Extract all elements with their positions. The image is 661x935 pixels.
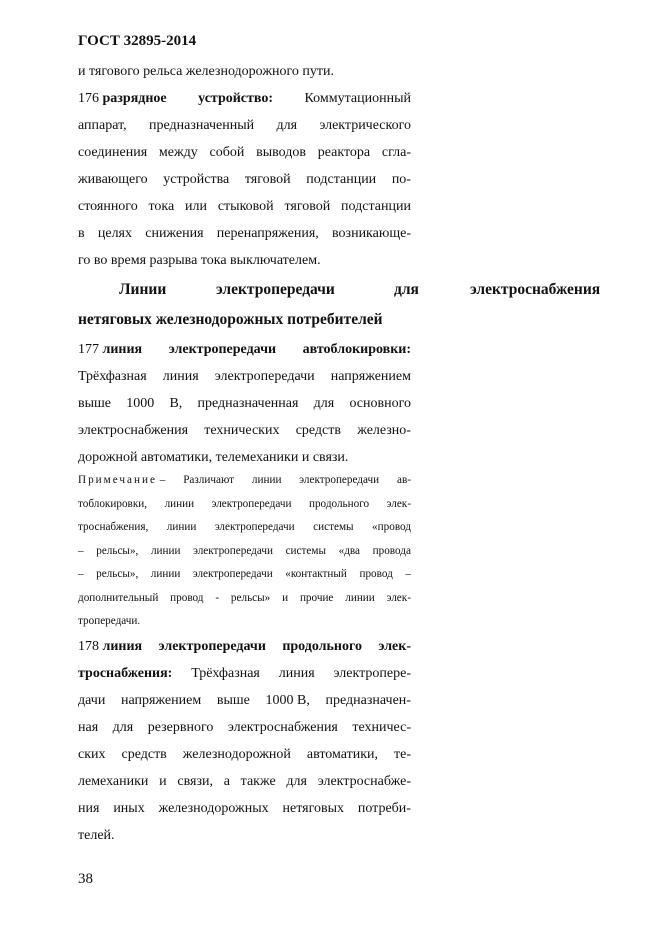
term-177-entry <box>78 340 411 465</box>
term-178-last-line: телей. <box>78 828 115 843</box>
note-177-line-4: – рельсы», линии электропередачи системы «два провода <box>78 544 411 557</box>
section-heading-word-1: Линии <box>119 281 167 298</box>
section-heading-word-2: электропередачи <box>216 281 335 298</box>
term-176-line-5: стоянного тока или стыковой тяговой подстанции <box>78 199 411 214</box>
term-177-line-3: выше 1000 В, предназначенная для основного <box>78 396 411 411</box>
term-176-line-1 <box>78 89 411 109</box>
term-176-entry <box>78 62 411 272</box>
document-title: ГОСТ 32895-2014 <box>78 33 197 49</box>
term-178-line-3: дачи напряжением выше 1000 В, предназначен- <box>78 693 411 708</box>
term-177-line-2: Трёхфазная линия электропередачи напряжением <box>78 369 411 384</box>
term-177-number-and-term: 177 линия <box>78 342 143 357</box>
term-178-line-4: ная для резервного электроснабжения техничес- <box>78 720 411 735</box>
note-177-line-6: дополнительный провод - рельсы» и прочие линии элек- <box>78 591 411 604</box>
term-178-entry <box>78 637 411 847</box>
term-176-line-6: в целях снижения перенапряжения, возникающе- <box>78 226 411 241</box>
term-176-line-1-tail: Коммутационный <box>304 91 411 106</box>
term-178-line-5: ских средств железнодорожной автоматики, те- <box>78 747 411 762</box>
term-176-line-2: аппарат, предназначенный для электрического <box>78 118 411 133</box>
term-178-line-7: ния иных железнодорожных нетяговых потреби- <box>78 801 411 816</box>
note-177-line-2: тоблокировки, линии электропередачи продольного элек- <box>78 497 411 510</box>
section-heading-word-4: электроснабжения <box>470 281 601 298</box>
term-177-line-1: 177 линия электропередачи автоблокировки: <box>78 340 411 360</box>
note-177 <box>78 471 411 627</box>
term-177-last-line: дорожной автоматики, телемеханики и связи. <box>78 450 349 465</box>
term-176-number-and-term: 176 разрядное <box>78 91 167 106</box>
term-176-line-4: живающего устройства тяговой подстанции по- <box>78 172 411 187</box>
note-177-line-5: – рельсы», линии электропередачи «контактный провод – <box>78 568 411 580</box>
term-177-line-4: электроснабжения технических средств железно- <box>78 423 411 438</box>
note-177-line-3: троснабжения, линии электропередачи системы «провод <box>78 521 411 533</box>
page-number: 38 <box>78 871 93 887</box>
term-176-term-b: устройство: <box>198 91 274 106</box>
note-177-last-line: тропередачи. <box>78 615 141 627</box>
note-label: Примечание <box>78 474 157 486</box>
term-178-line-2: троснабжения: Трёхфазная линия электропере- <box>78 666 411 681</box>
continuation-line: и тягового рельса железнодорожного пути. <box>78 64 334 79</box>
section-heading-line-2: нетяговых железнодорожных потребителей <box>78 311 383 328</box>
term-176-last-line: го во время разрыва тока выключателем. <box>78 253 321 268</box>
note-177-line-1: Примечание – Различают линии электропередачи ав- <box>78 474 411 486</box>
term-178-number-and-term: 178 линия <box>78 639 143 654</box>
section-heading-word-3: для <box>394 281 419 298</box>
term-178-line-1: 178 линия электропередачи продольного элек- <box>78 637 411 657</box>
term-178-line-6: лемеханики и связи, а также для электроснабже- <box>78 774 411 789</box>
term-176-line-3: соединения между собой выводов реактора сгла- <box>78 145 411 160</box>
